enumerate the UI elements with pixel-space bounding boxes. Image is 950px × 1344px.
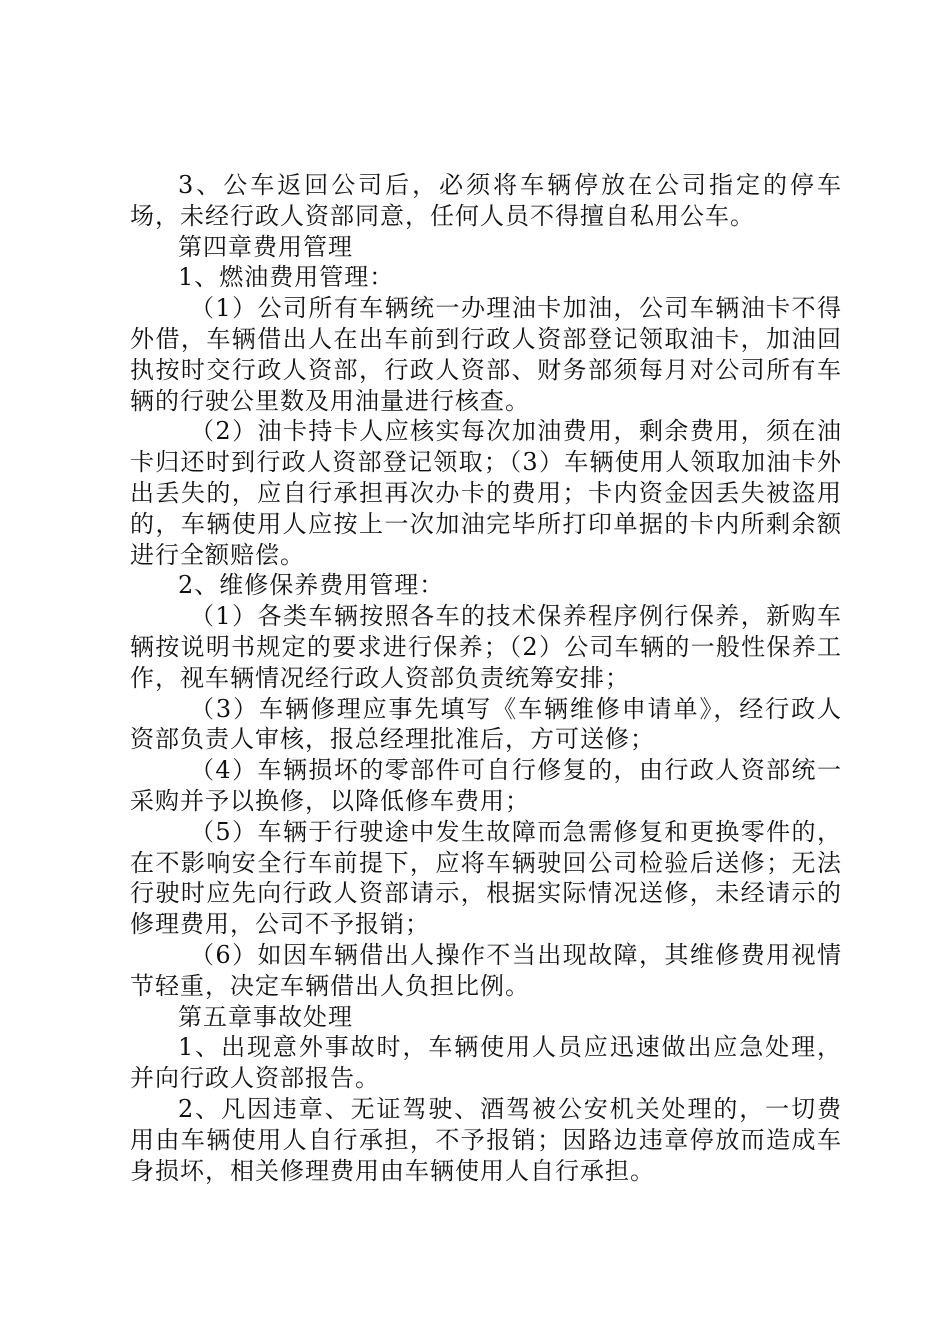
fuel-cost-heading: 1、燃油费用管理：	[178, 263, 395, 292]
paragraph-repair-application: （3）车辆修理应事先填写《车辆维修申请单》，经行政人资部负责人审核，报总经理批准后，方可送修；	[130, 694, 842, 754]
paragraph-violation-cost: 2、凡因违章、无证驾驶、酒驾被公安机关处理的，一切费用由车辆使用人自行承担，不予报销；因路边违章停放而造成车身损坏，相关修理费用由车辆使用人自行承担。	[130, 1094, 842, 1185]
paragraph-parts-repair: （4）车辆损坏的零部件可自行修复的，由行政人资部统一采购并予以换修，以降低修车费用；	[130, 756, 842, 815]
chapter-five-heading: 第五章事故处理	[178, 1002, 353, 1031]
paragraph-accident-report: 1、出现意外事故时，车辆使用人员应迅速做出应急处理，并向行政人资部报告。	[130, 1033, 842, 1093]
paragraph-parking-rule: 3、公车返回公司后，必须将车辆停放在公司指定的停车场，未经行政人资部同意，任何人员不得擅自私用公车。	[130, 171, 842, 230]
document-body	[130, 170, 842, 1186]
paragraph-fuel-card: （1）公司所有车辆统一办理油卡加油，公司车辆油卡不得外借，车辆借出人在出车前到行政人资部登记领取油卡，加油回执按时交行政人资部，行政人资部、财务部须每月对公司所有车辆的行驶公里数及用油量进行核查。	[130, 294, 842, 415]
paragraph-improper-operation: （6）如因车辆借出人操作不当出现故障，其维修费用视情节轻重，决定车辆借出人负担比例。	[130, 940, 842, 1000]
paragraph-maintenance-routine: （1）各类车辆按照各车的技术保养程序例行保养，新购车辆按说明书规定的要求进行保养；（2）公司车辆的一般性保养工作，视车辆情况经行政人资部负责统筹安排；	[130, 602, 842, 692]
paragraph-fuel-card-holder: （2）油卡持卡人应核实每次加油费用，剩余费用，须在油卡归还时到行政人资部登记领取；（3）车辆使用人领取加油卡外出丢失的，应自行承担再次办卡的费用；卡内资金因丢失被盗用的，车辆使用人应按上一次加油完毕所打印单据的卡内所剩余额进行全额赔偿。	[130, 417, 842, 569]
maintenance-cost-heading: 2、维修保养费用管理：	[178, 571, 445, 600]
paragraph-roadside-breakdown: （5）车辆于行驶途中发生故障而急需修复和更换零件的，在不影响安全行车前提下，应将车辆驶回公司检验后送修；无法行驶时应先向行政人资部请示，根据实际情况送修，未经请示的修理费用，公司不予报销；	[130, 817, 842, 939]
chapter-four-heading: 第四章费用管理	[178, 232, 353, 261]
